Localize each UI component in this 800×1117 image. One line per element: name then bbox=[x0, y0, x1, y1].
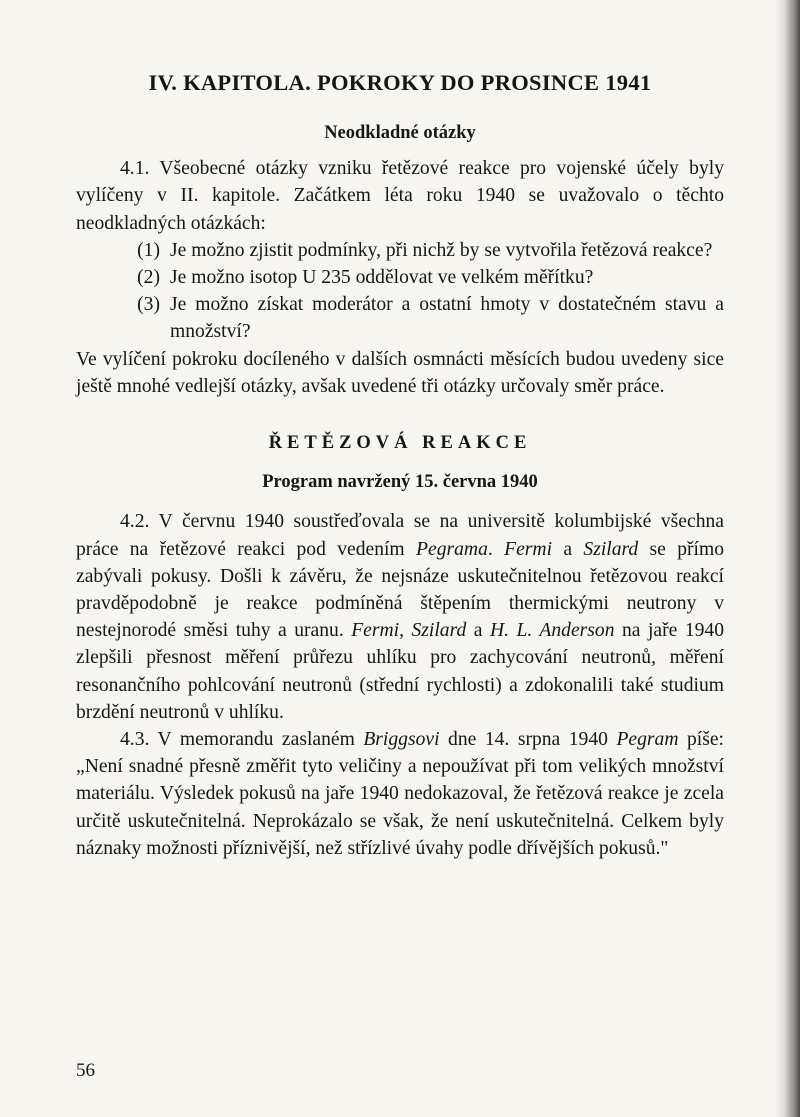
person-name: Briggsovi bbox=[363, 729, 440, 751]
list-item bbox=[76, 237, 724, 264]
paragraph-number: 4.1. bbox=[120, 158, 150, 180]
list-item bbox=[76, 264, 724, 291]
question-number: (1) bbox=[137, 239, 160, 261]
question-list bbox=[76, 237, 724, 346]
paragraph-number: 4.3. bbox=[120, 729, 150, 751]
section-subtitle: Program navržený 15. června 1940 bbox=[262, 472, 538, 493]
paragraph-4-2 bbox=[76, 508, 724, 726]
subheading: Neodkladné otázky bbox=[324, 123, 476, 143]
person-name: Pegrama bbox=[416, 538, 488, 560]
text-run: V červnu 1940 soustřeďovala se na universitě kolumbijské všechna práce na řetězové reakci pod vedením bbox=[76, 511, 724, 560]
person-name: Pegram bbox=[616, 729, 679, 751]
text-run: . bbox=[487, 538, 505, 560]
text-run: se přímo zabývali pokusy. Došli k závěru, že nejsnáze uskutečnitelnou řetězovou reakcí pravděpodobně je reakce podmíněná štěpením thermickými neutrony v nestejnorodé směsi tuhy a uranu. bbox=[76, 538, 725, 642]
text-run: a bbox=[466, 620, 490, 642]
page-content bbox=[76, 68, 724, 862]
page-number: 56 bbox=[76, 1060, 95, 1081]
person-name: Szilard bbox=[583, 538, 639, 560]
paragraph-4-1 bbox=[76, 155, 724, 237]
question-number: (2) bbox=[137, 267, 160, 289]
list-item bbox=[76, 291, 724, 345]
text-run: píše: „Není snadné přesně změřit tyto veličiny a nepoužívat při tom velikých množství materiálu. Výsledek pokusů na jaře 1940 nedokazoval, že řetězová reakce je zcela určitě uskutečnitelná. Neprokázalo se však, že není uskutečnitelná. Celkem byly náznaky možnosti příznivější, než střízlivé úvahy podle dřívějších pokusů." bbox=[76, 729, 725, 859]
section-title: ŘETĚZOVÁ REAKCE bbox=[268, 433, 532, 454]
paragraph-4-3 bbox=[76, 726, 724, 862]
person-name: Fermi, Szilard bbox=[351, 620, 467, 642]
text-run: na jaře 1940 zlepšili přesnost měření průřezu uhlíku pro zachycování neutronů, měření resonančního pohlcování neutronů (střední rychlosti) a zdokonalili také studium brzdění neutronů v uhlíku. bbox=[76, 620, 725, 723]
text-run: a bbox=[552, 538, 584, 560]
question-text: Je možno zjistit podmínky, při nichž by se vytvořila řetězová reakce? bbox=[170, 239, 713, 261]
text-run: V memorandu zaslaném bbox=[157, 729, 364, 751]
summary-paragraph: Ve vylíčení pokroku docíleného v dalších osmnácti měsících budou uvedeny sice ještě mnohé vedlejší otázky, avšak uvedené tři otázky určovaly směr práce. bbox=[76, 348, 724, 397]
person-name: Fermi bbox=[504, 538, 553, 560]
person-name: H. L. Anderson bbox=[489, 620, 615, 642]
paragraph-text: Všeobecné otázky vzniku řetězové reakce pro vojenské účely byly vylíčeny v II. kapitole. Začátkem léta roku 1940 se uvažovalo o těchto neodkladných otázkách: bbox=[76, 158, 725, 234]
question-number: (3) bbox=[137, 294, 160, 316]
question-text: Je možno získat moderátor a ostatní hmoty v dostatečném stavu a množství? bbox=[170, 294, 724, 343]
page-edge-shadow bbox=[774, 0, 800, 1117]
text-run: dne 14. srpna 1940 bbox=[439, 729, 617, 751]
question-text: Je možno isotop U 235 oddělovat ve velkém měřítku? bbox=[170, 267, 594, 289]
paragraph-number: 4.2. bbox=[120, 511, 150, 533]
chapter-title: IV. KAPITOLA. POKROKY DO PROSINCE 1941 bbox=[148, 70, 652, 95]
